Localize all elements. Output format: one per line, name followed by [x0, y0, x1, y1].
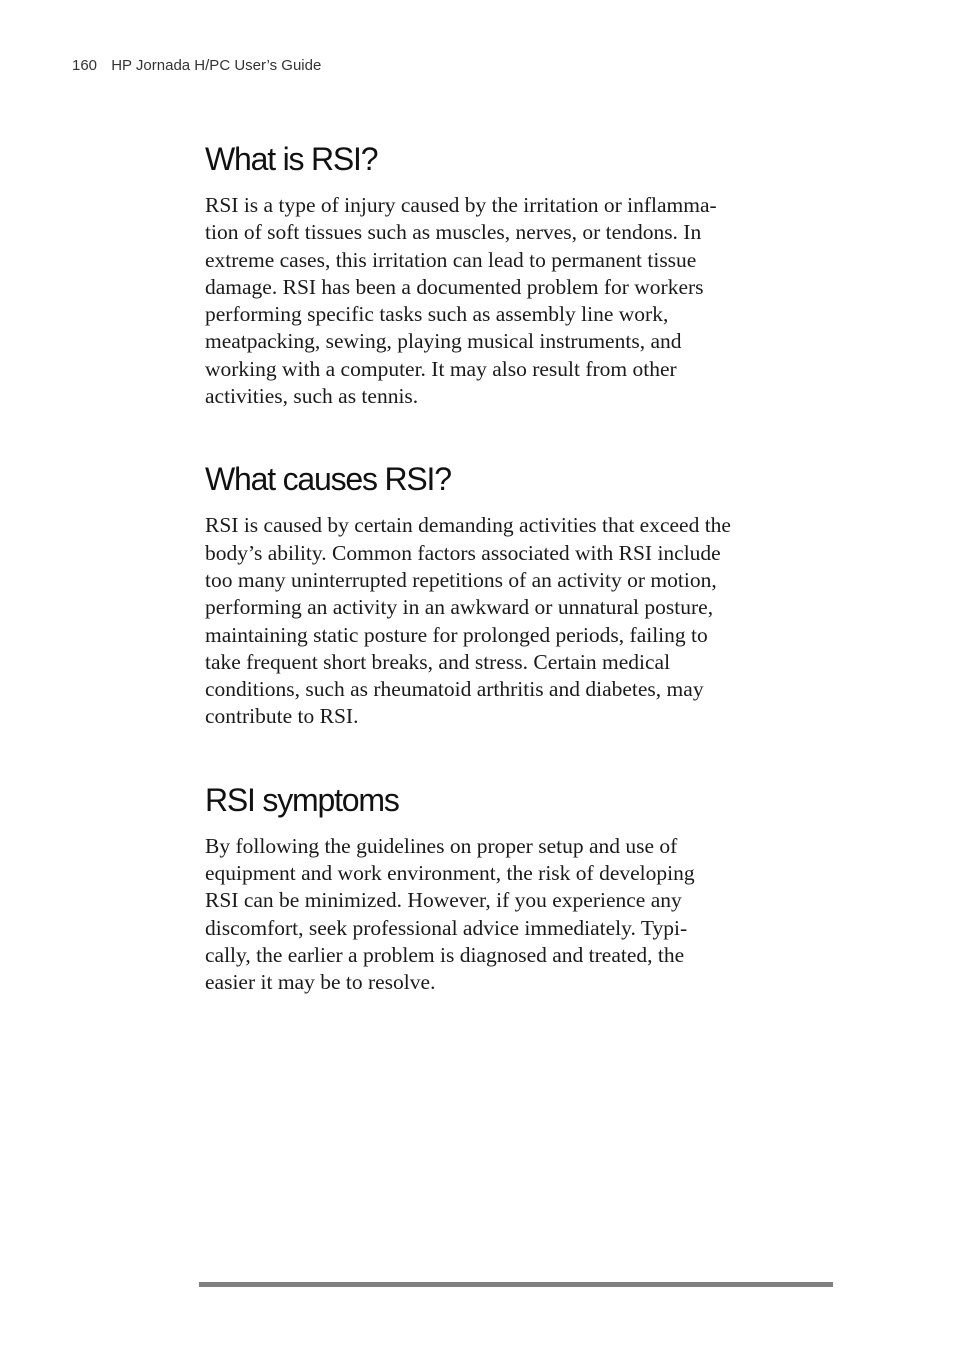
text-line: body’s ability. Common factors associated with RSI include: [205, 540, 721, 565]
text-line: easier it may be to resolve.: [205, 970, 436, 995]
section-paragraph: [205, 192, 835, 410]
footer-rule: [199, 1282, 833, 1287]
text-line: working with a computer. It may also result from other: [205, 356, 677, 381]
text-line: contribute to RSI.: [205, 704, 359, 729]
text-line: maintaining static posture for prolonged periods, failing to: [205, 622, 708, 647]
text-line: RSI can be minimized. However, if you experience any: [205, 888, 682, 913]
text-line: performing specific tasks such as assembly line work,: [205, 302, 669, 327]
text-line: cally, the earlier a problem is diagnosed and treated, the: [205, 942, 685, 967]
section-heading: What causes RSI?: [205, 461, 451, 498]
text-line: performing an activity in an awkward or unnatural posture,: [205, 595, 714, 620]
text-line: RSI is a type of injury caused by the irritation or inflamma-: [205, 193, 717, 217]
text-line: equipment and work environment, the risk of developing: [205, 861, 695, 886]
page-content: [205, 138, 835, 1045]
book-title: HP Jornada H/PC User’s Guide: [111, 57, 322, 74]
section-paragraph: [205, 512, 835, 730]
text-line: activities, such as tennis.: [205, 384, 419, 409]
section-heading: RSI symptoms: [205, 781, 399, 818]
section-heading: What is RSI?: [205, 141, 378, 177]
section-what-causes-rsi: [205, 458, 835, 730]
text-line: By following the guidelines on proper setup and use of: [205, 833, 678, 858]
text-line: RSI is caused by certain demanding activities that exceed the: [205, 513, 731, 538]
text-line: tion of soft tissues such as muscles, nerves, or tendons. In: [205, 220, 702, 245]
section-rsi-symptoms: [205, 779, 835, 997]
section-what-is-rsi: [205, 138, 835, 410]
page-number: 160: [72, 57, 98, 74]
text-line: take frequent short breaks, and stress. Certain medical: [205, 649, 671, 674]
section-paragraph: [205, 833, 835, 997]
text-line: too many uninterrupted repetitions of an activity or motion,: [205, 567, 717, 592]
text-line: meatpacking, sewing, playing musical instruments, and: [205, 329, 682, 354]
text-line: discomfort, seek professional advice immediately. Typi-: [205, 915, 688, 940]
running-header: [72, 57, 321, 74]
text-line: conditions, such as rheumatoid arthritis and diabetes, may: [205, 677, 704, 702]
text-line: damage. RSI has been a documented problem for workers: [205, 274, 704, 299]
text-line: extreme cases, this irritation can lead to permanent tissue: [205, 247, 697, 272]
